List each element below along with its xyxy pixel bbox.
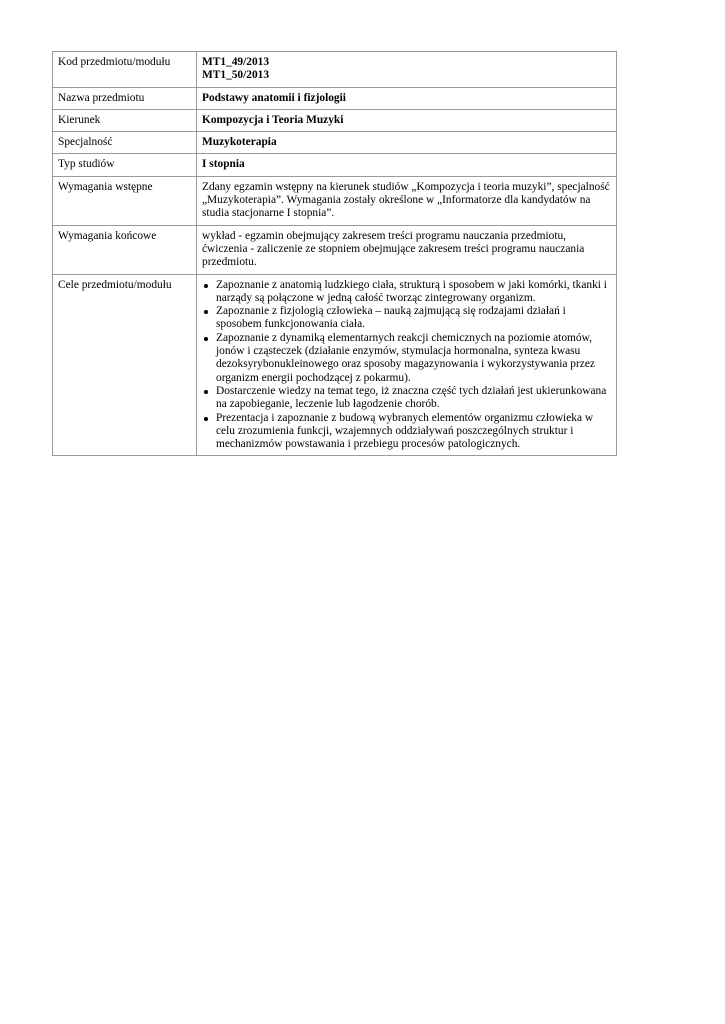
value-kod-line2: MT1_50/2013 [202,69,270,82]
goals-list [202,279,611,452]
row-typ [53,154,617,176]
goal-item: Prezentacja i zapoznanie z budową wybranych elementów organizmu człowieka w celu zrozumienia funkcji, wzajemnych oddziaływań poszczególnych struktur i mechanizmów powstawania i przebiegu procesów patologicznych. [216,412,611,452]
course-info-table [52,51,617,456]
label-kierunek: Kierunek [53,109,197,131]
label-typ: Typ studiów [53,154,197,176]
value-wymagania-wstepne: Zdany egzamin wstępny na kierunek studiów „Kompozycja i teoria muzyki”, specjalność „Muzykoterapia”. Wymagania zostały określone w „Informatorze dla kandydatów na studia stacjonarne I stopnia”. [197,176,617,225]
row-kierunek [53,109,617,131]
label-cele: Cele przedmiotu/modułu [53,274,197,456]
row-kod [53,52,617,88]
goal-item: Dostarczenie wiedzy na temat tego, iż znaczna część tych działań jest ukierunkowana na zapobieganie, leczenie lub łagodzenie chorób. [216,385,611,412]
value-kierunek: Kompozycja i Teoria Muzyki [197,109,617,131]
value-cele [197,274,617,456]
value-wymagania-koncowe: wykład - egzamin obejmujący zakresem treści programu nauczania przedmiotu, ćwiczenia - zaliczenie ze stopniem obejmujące zakresem treści programu nauczania przedmiotu. [197,225,617,274]
row-specjalnosc [53,132,617,154]
label-kod: Kod przedmiotu/modułu [53,52,197,88]
value-specjalnosc: Muzykoterapia [197,132,617,154]
goal-item: Zapoznanie z anatomią ludzkiego ciała, strukturą i sposobem w jaki komórki, tkanki i narządy są połączone w jedną całość tworząc zintegrowany organizm. [216,279,611,306]
goal-item: Zapoznanie z dynamiką elementarnych reakcji chemicznych na poziomie atomów, jonów i cząsteczek (działanie enzymów, stymulacja hormonalna, synteza kwasu dezoksyrybonukleinowego oraz sposoby magazynowania i wykorzystywania przez organizm energii pochodzącej z pokarmu). [216,332,611,385]
label-wymagania-wstepne: Wymagania wstępne [53,176,197,225]
row-nazwa [53,87,617,109]
row-wymagania-wstepne [53,176,617,225]
course-info-sheet [52,51,615,456]
row-wymagania-koncowe [53,225,617,274]
row-cele [53,274,617,456]
value-nazwa: Podstawy anatomii i fizjologii [197,87,617,109]
value-kod [197,52,617,88]
value-kod-line1: MT1_49/2013 [202,56,270,68]
value-typ: I stopnia [197,154,617,176]
label-wymagania-koncowe: Wymagania końcowe [53,225,197,274]
goal-item: Zapoznanie z fizjologią człowieka – nauką zajmującą się rodzajami działań i sposobem funkcjonowania ciała. [216,305,611,332]
label-specjalnosc: Specjalność [53,132,197,154]
label-nazwa: Nazwa przedmiotu [53,87,197,109]
